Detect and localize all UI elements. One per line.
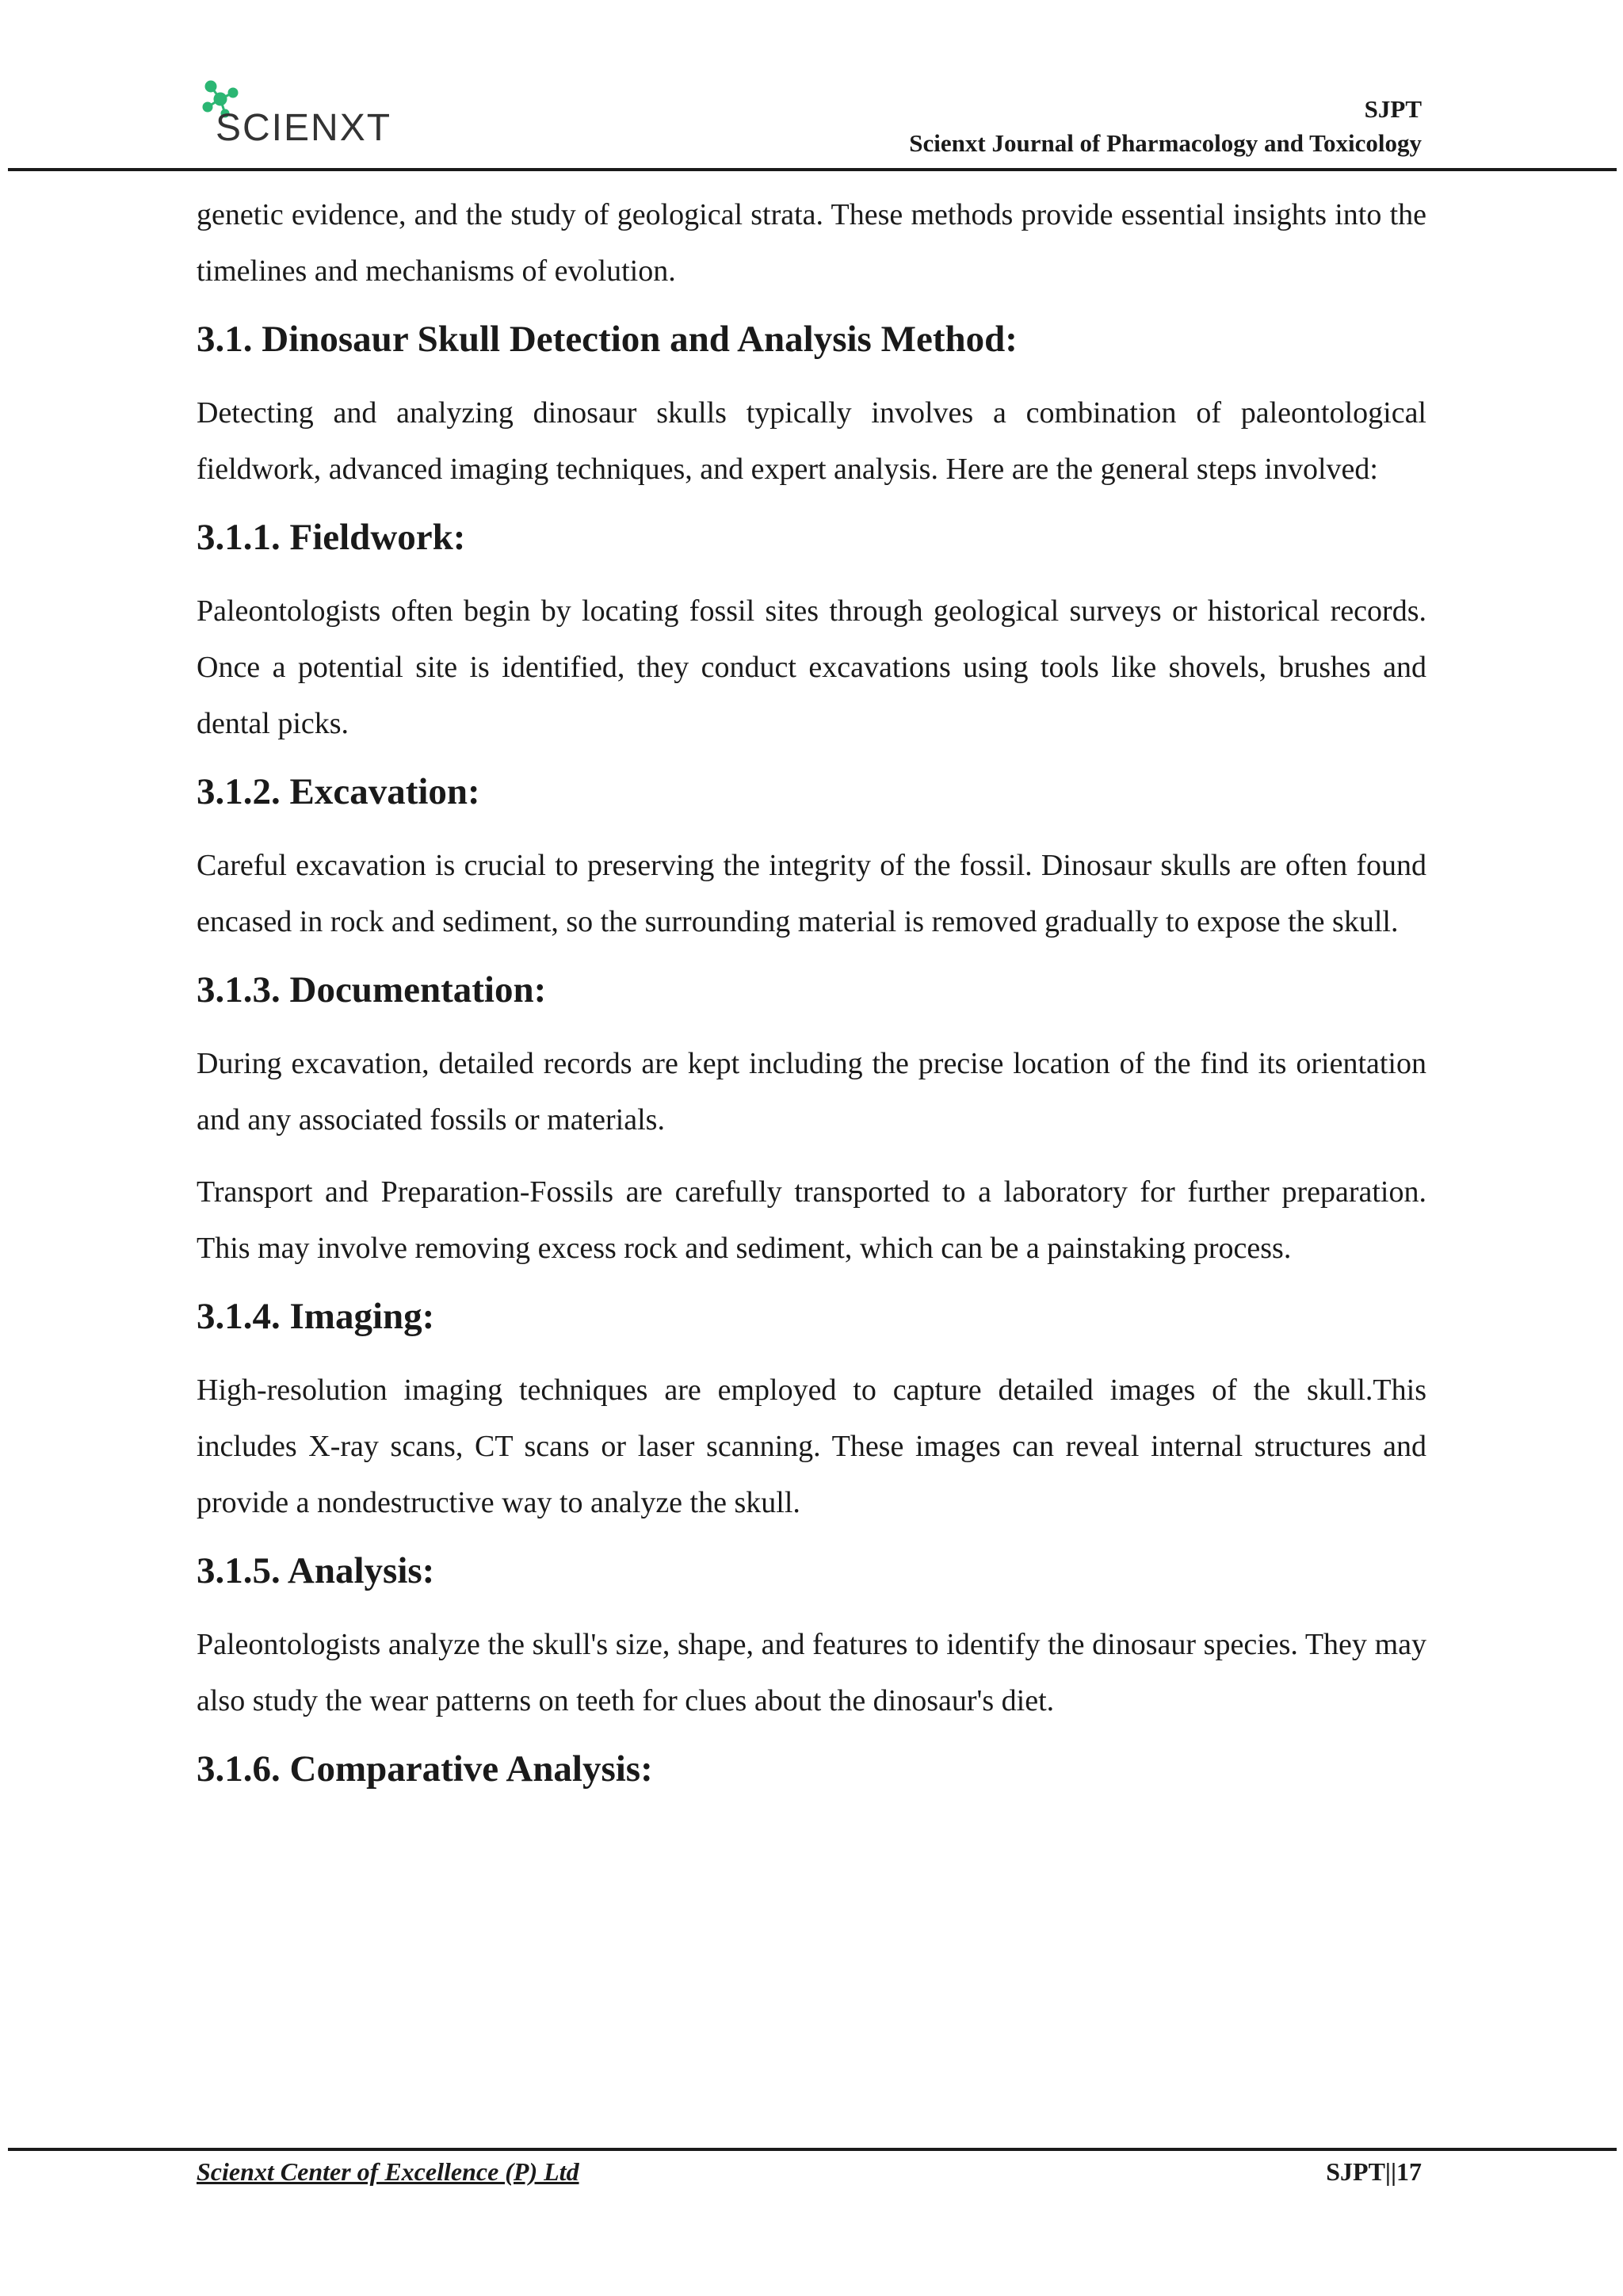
section-heading-3-1-3: 3.1.3. Documentation: <box>197 969 547 1010</box>
section-heading-3-1: 3.1. Dinosaur Skull Detection and Analysis Method: <box>197 319 1018 360</box>
section-paragraph-3-1-1: Paleontologists often begin by locating fossil sites through geological surveys or historical records. Once a potential site is identified, they conduct excavations using tools like shovels, brushes and dental picks. <box>197 594 1426 740</box>
section-paragraph-3-1-2: Careful excavation is crucial to preserving the integrity of the fossil. Dinosaur skulls are often found encased in rock and sediment, so the surrounding material is removed gradually to expose the skull. <box>197 849 1426 938</box>
journal-name: Scienxt Journal of Pharmacology and Toxicology <box>909 129 1422 157</box>
header-rule <box>8 168 1617 171</box>
intro-paragraph: genetic evidence, and the study of geological strata. These methods provide essential insights into the timelines and mechanisms of evolution. <box>197 198 1426 288</box>
section-heading-3-1-5: 3.1.5. Analysis: <box>197 1550 435 1591</box>
section-paragraph-3-1-5: Paleontologists analyze the skull's size, shape, and features to identify the dinosaur species. They may also study the wear patterns on teeth for clues about the dinosaur's diet. <box>197 1628 1426 1717</box>
footer-rule <box>8 2148 1617 2151</box>
section-paragraph-3-1-3-transport: Transport and Preparation-Fossils are carefully transported to a laboratory for further preparation. This may involve removing excess rock and sediment, which can be a painstaking process. <box>197 1175 1426 1265</box>
scienxt-logo <box>198 75 420 151</box>
footer-publisher: Scienxt Center of Excellence (P) Ltd <box>197 2157 579 2186</box>
page-body <box>197 187 1426 1815</box>
logo-wordmark: SCIENXT <box>216 107 392 149</box>
section-heading-3-1-2: 3.1.2. Excavation: <box>197 771 480 812</box>
section-heading-3-1-6: 3.1.6. Comparative Analysis: <box>197 1748 653 1790</box>
section-paragraph-3-1-4: High-resolution imaging techniques are employed to capture detailed images of the skull.This includes X-ray scans, CT scans or laser scanning. These images can reveal internal structures and provide a nondestructive way to analyze the skull. <box>197 1373 1426 1519</box>
section-paragraph-3-1: Detecting and analyzing dinosaur skulls typically involves a combination of paleontological fieldwork, advanced imaging techniques, and expert analysis. Here are the general steps involved: <box>197 396 1426 486</box>
journal-abbreviation: SJPT <box>1364 95 1422 123</box>
section-paragraph-3-1-3: During excavation, detailed records are kept including the precise location of the find its orientation and any associated fossils or materials. <box>197 1047 1426 1137</box>
section-heading-3-1-4: 3.1.4. Imaging: <box>197 1296 435 1337</box>
section-heading-3-1-1: 3.1.1. Fieldwork: <box>197 517 466 558</box>
footer-page-number: SJPT||17 <box>1326 2157 1422 2186</box>
